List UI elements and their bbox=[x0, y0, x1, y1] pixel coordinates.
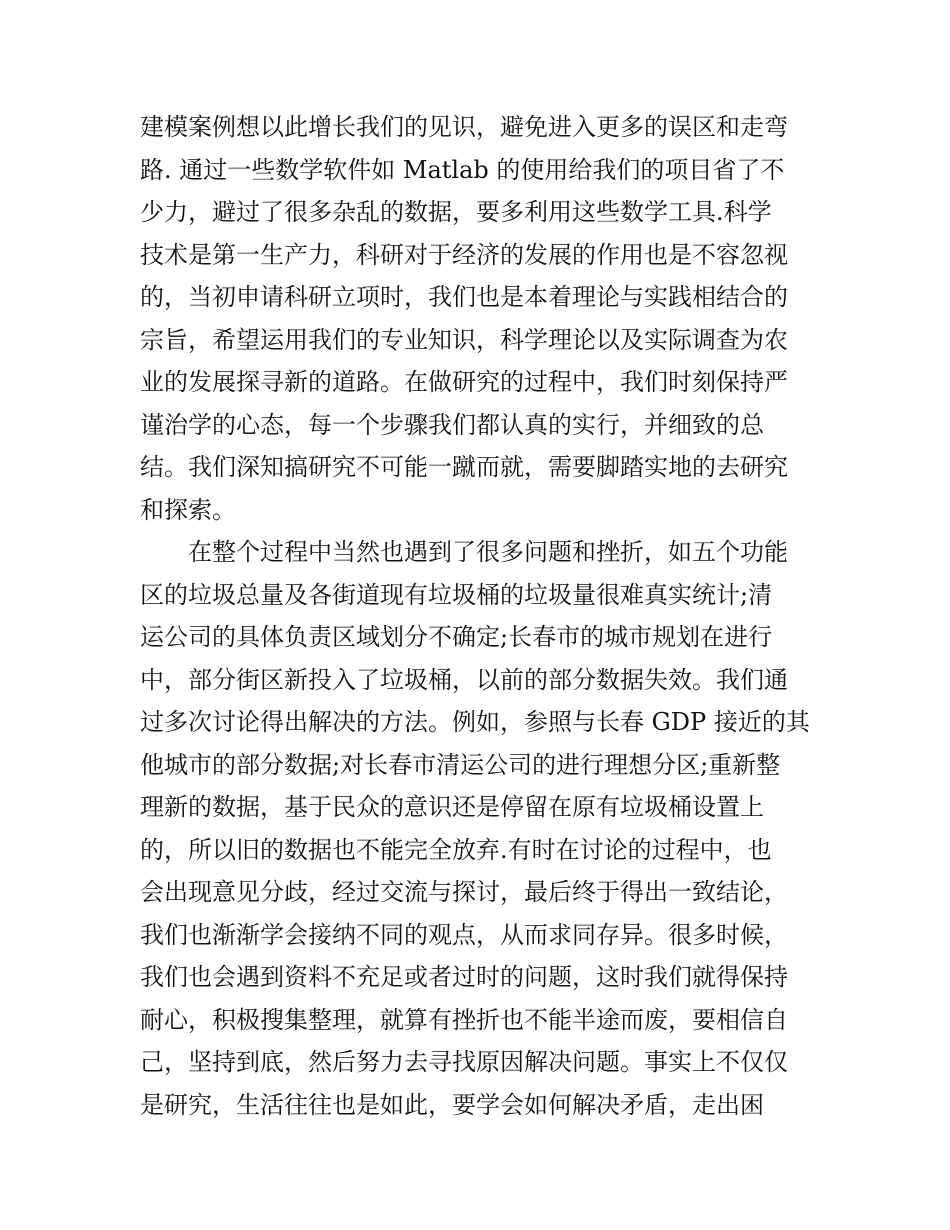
text-line: 结。我们深知搞研究不可能一蹴而就，需要脚踏实地的去研究 bbox=[140, 453, 788, 481]
text-line: 业的发展探寻新的道路。在做研究的过程中，我们时刻保持严 bbox=[140, 368, 788, 396]
text-line: 技术是第一生产力，科研对于经济的发展的作用也是不容忽视 bbox=[140, 240, 788, 269]
text-line: 在整个过程中当然也遇到了很多问题和挫折，如五个功能 bbox=[188, 538, 788, 566]
text-line: 和探索。 bbox=[140, 495, 236, 524]
text-line: 耐心，积极搜集整理，就算有挫折也不能半途而废，要相信自 bbox=[140, 1005, 788, 1034]
text-line: 是研究，生活往往也是如此，要学会如何解决矛盾，走出困 bbox=[140, 1090, 764, 1119]
text-line: 的，当初申请科研立项时，我们也是本着理论与实践相结合的 bbox=[140, 283, 788, 311]
text-line: 他城市的部分数据;对长春市清运公司的进行理想分区;重新整 bbox=[140, 750, 781, 779]
text-line: 宗旨，希望运用我们的专业知识，科学理论以及实际调查为农 bbox=[140, 325, 788, 354]
text-line: 我们也会遇到资料不充足或者过时的问题，这时我们就得保持 bbox=[140, 963, 788, 991]
paragraph-2 bbox=[140, 531, 820, 1126]
body-text bbox=[140, 106, 820, 1126]
text-line: 中，部分街区新投入了垃圾桶，以前的部分数据失效。我们通 bbox=[140, 665, 788, 694]
text-line: 己，坚持到底，然后努力去寻找原因解决问题。事实上不仅仅 bbox=[140, 1048, 788, 1076]
text-line: 运公司的具体负责区域划分不确定;长春市的城市规划在进行 bbox=[140, 623, 773, 651]
text-line: 谨治学的心态，每一个步骤我们都认真的实行，并细致的总 bbox=[140, 410, 764, 439]
text-line: 理新的数据，基于民众的意识还是停留在原有垃圾桶设置上 bbox=[140, 793, 764, 821]
text-line: 区的垃圾总量及各街道现有垃圾桶的垃圾量很难真实统计;清 bbox=[140, 580, 773, 609]
text-line: 我们也渐渐学会接纳不同的观点，从而求同存异。很多时候， bbox=[140, 920, 788, 949]
text-line: 会出现意见分歧，经过交流与探讨，最后终于得出一致结论， bbox=[140, 878, 788, 906]
text-line: 路. 通过一些数学软件如 Matlab 的使用给我们的项目省了不 bbox=[140, 155, 785, 184]
text-line: 少力，避过了很多杂乱的数据，要多利用这些数学工具.科学 bbox=[140, 198, 772, 226]
text-line: 的，所以旧的数据也不能完全放弃.有时在讨论的过程中，也 bbox=[140, 835, 772, 864]
paragraph-1 bbox=[140, 106, 820, 531]
text-line: 过多次讨论得出解决的方法。例如，参照与长春 GDP 接近的其 bbox=[140, 708, 810, 736]
text-line: 建模案例想以此增长我们的见识，避免进入更多的误区和走弯 bbox=[140, 113, 788, 141]
